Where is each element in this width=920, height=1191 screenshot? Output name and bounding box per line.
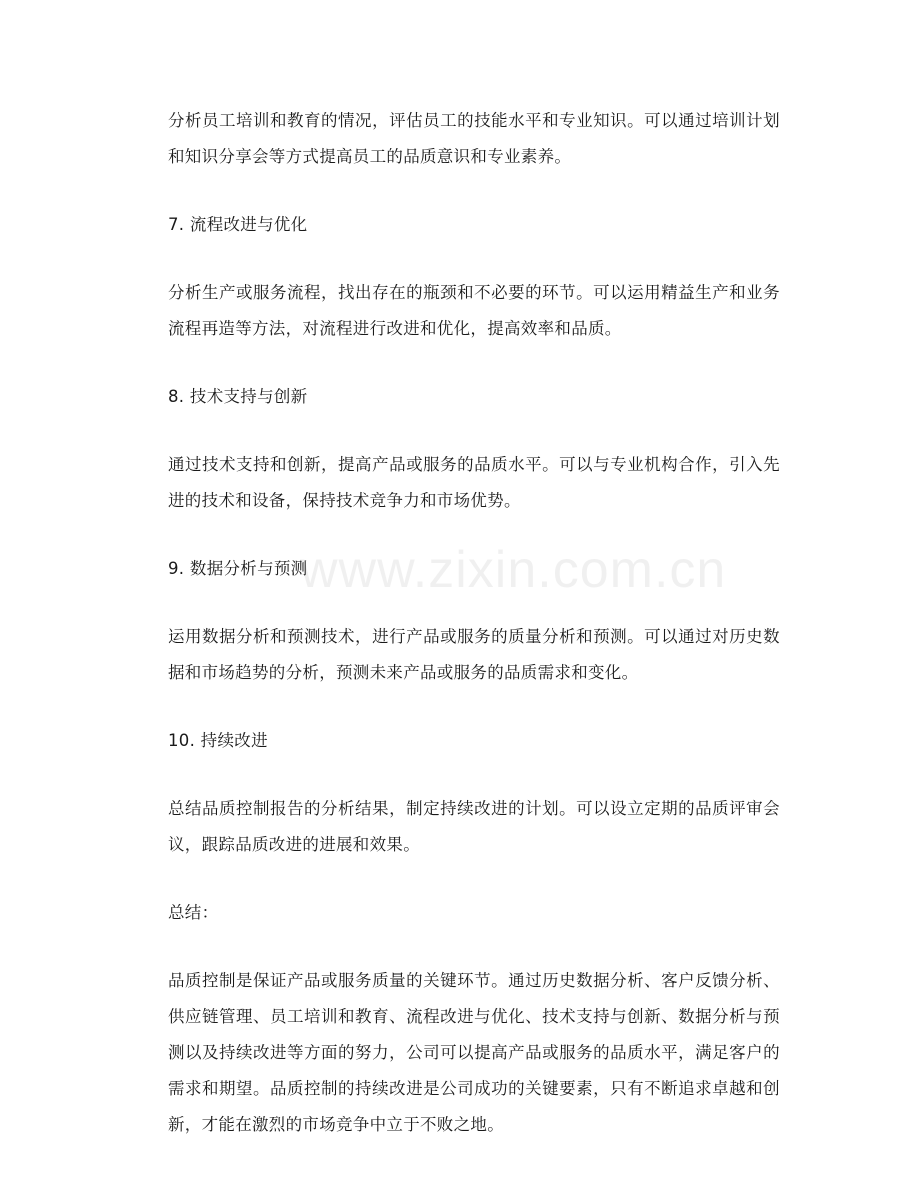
- heading-summary: 总结：: [168, 903, 219, 922]
- paragraph-data-analysis: 运用数据分析和预测技术，进行产品或服务的质量分析和预测。可以通过对历史数据和市场趋势的分析，预测未来产品或服务的品质需求和变化。: [168, 627, 780, 682]
- paragraph-continuous-improvement: 总结品质控制报告的分析结果，制定持续改进的计划。可以设立定期的品质评审会议，跟踪品质改进的进展和效果。: [168, 799, 780, 854]
- paragraph-process-improvement: 分析生产或服务流程，找出存在的瓶颈和不必要的环节。可以运用精益生产和业务流程再造等方法，对流程进行改进和优化，提高效率和品质。: [168, 283, 780, 338]
- watermark: www.zixin.com.cn: [300, 541, 727, 599]
- heading-technical-support: 8. 技术支持与创新: [168, 387, 308, 406]
- paragraph-technical-support: 通过技术支持和创新，提高产品或服务的品质水平。可以与专业机构合作，引入先进的技术和设备，保持技术竞争力和市场优势。: [168, 455, 780, 510]
- heading-data-analysis: 9. 数据分析与预测: [168, 559, 308, 578]
- paragraph-training: 分析员工培训和教育的情况，评估员工的技能水平和专业知识。可以通过培训计划和知识分享会等方式提高员工的品质意识和专业素养。: [168, 111, 780, 166]
- paragraph-summary: 品质控制是保证产品或服务质量的关键环节。通过历史数据分析、客户反馈分析、供应链管理、员工培训和教育、流程改进与优化、技术支持与创新、数据分析与预测以及持续改进等方面的努力，公司可以提高产品或服务的品质水平，满足客户的需求和期望。品质控制的持续改进是公司成功的关键要素，只有不断追求卓越和创新，才能在激烈的市场竞争中立于不败之地。: [168, 971, 780, 1134]
- heading-continuous-improvement: 10. 持续改进: [168, 731, 268, 750]
- document-body: [168, 103, 780, 1175]
- heading-process-improvement: 7. 流程改进与优化: [168, 215, 308, 234]
